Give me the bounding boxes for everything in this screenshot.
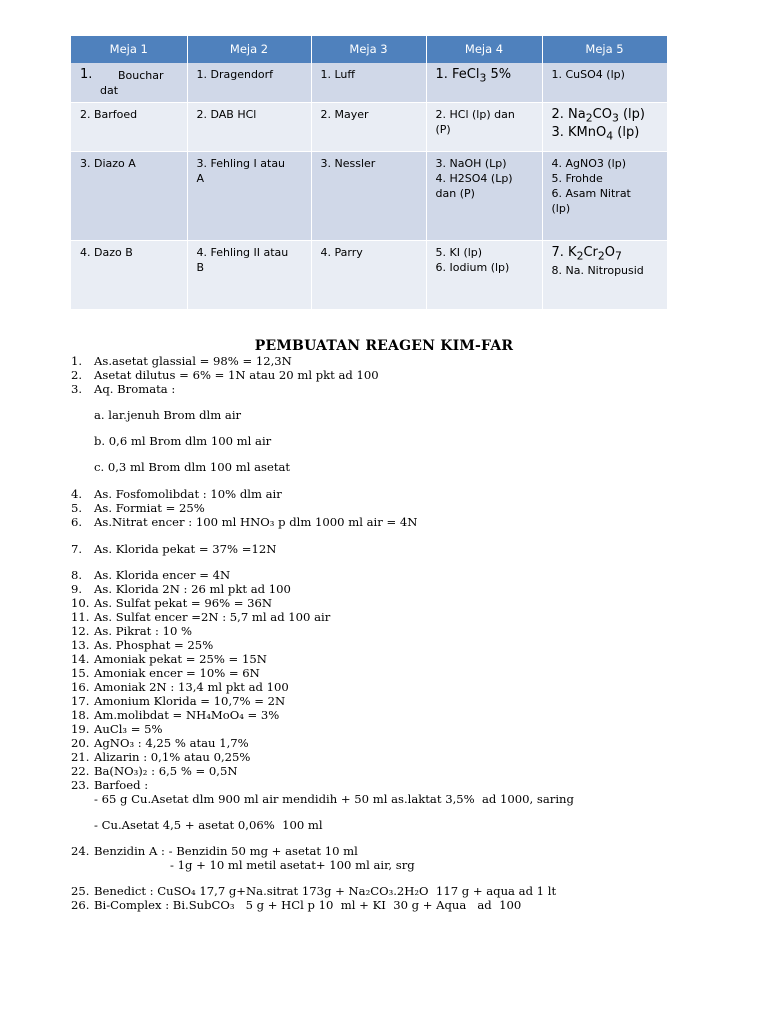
table-cell [542, 151, 667, 240]
cell-line: 5. KI (lp) [435, 245, 483, 259]
header-meja-5: Meja 5 [542, 36, 667, 63]
item-text: Amoniak 2N : 13,4 ml pkt ad 100 [94, 680, 289, 694]
item-text: As.Nitrat encer : 100 ml HNO₃ p dlm 1000 ml air = 4N [94, 515, 418, 529]
formula-part: (lp) [618, 106, 645, 122]
item-text: - 65 g Cu.Asetat dlm 900 ml air mendidih + 50 ml as.laktat 3,5% ad 1000, saring [94, 792, 574, 806]
formula-part: CO [592, 106, 612, 122]
item-text: Ba(NO₃)₂ : 6,5 % = 0,5N [94, 764, 238, 778]
item-number: 4. [71, 487, 83, 501]
item-text: As. Klorida pekat = 37% =12N [94, 542, 277, 556]
cell-line: 4. Fehling II atau [196, 245, 289, 259]
formula-part: 3. KMnO [551, 125, 607, 141]
item-text: As. Phosphat = 25% [94, 638, 214, 652]
reagent-table [71, 36, 668, 310]
formula-part: 1. FeCl [435, 67, 480, 82]
table-cell [542, 63, 667, 102]
item-number: 15. [71, 666, 90, 680]
cell-line [552, 245, 659, 264]
table-cell [426, 63, 542, 102]
header-meja-2: Meja 2 [187, 36, 311, 63]
formula-subscript: 3 [479, 71, 487, 85]
table-row [71, 102, 667, 151]
cell-line: 2. DAB HCl [196, 107, 257, 121]
table-cell [311, 151, 426, 240]
formula-subscript: 2 [585, 111, 593, 125]
item-number: 3. [71, 382, 83, 396]
item-text: As. Sulfat encer =2N : 5,7 ml ad 100 air [94, 610, 331, 624]
item-text: AgNO₃ : 4,25 % atau 1,7% [94, 736, 249, 750]
item-number: 23. [71, 778, 90, 792]
item-text: c. 0,3 ml Brom dlm 100 ml asetat [94, 460, 291, 474]
item-number: 16. [71, 680, 90, 694]
cell-line: dat [100, 84, 119, 97]
cell-line: 5. Frohde [551, 171, 603, 185]
item-number: 10. [71, 596, 90, 610]
cell-line: 2. Mayer [320, 107, 369, 121]
table-cell [542, 240, 667, 309]
cell-line: dan (P) [435, 186, 475, 200]
item-text: Barfoed : [94, 778, 149, 792]
item-number: 2. [71, 368, 83, 382]
table-cell [71, 102, 187, 151]
item-text: Amoniak encer = 10% = 6N [94, 666, 260, 680]
table-cell [71, 240, 187, 309]
item-text: Aq. Bromata : [94, 382, 176, 396]
cell-line: 3. NaOH (Lp) [435, 156, 507, 170]
item-number: 6. [71, 515, 83, 529]
formula-part: (lp) [613, 125, 640, 141]
cell-line: 1. Dragendorf [196, 68, 274, 81]
item-number: 17. [71, 694, 90, 708]
item-text: Benedict : CuSO₄ 17,7 g+Na.sitrat 173g + Na₂CO₃.2H₂O 117 g + aqua ad 1 lt [94, 884, 557, 898]
item-number: 9. [71, 582, 83, 596]
cell-line: 2. HCl (lp) dan [435, 107, 515, 121]
table-row [71, 63, 667, 102]
item-text: - Cu.Asetat 4,5 + asetat 0,06% 100 ml [94, 818, 323, 832]
item-number: 26. [71, 898, 90, 912]
cell-line [552, 107, 659, 126]
formula-part: 5% [486, 67, 512, 82]
cell-line: 3. Fehling I atau [196, 156, 286, 170]
header-meja-4: Meja 4 [426, 36, 542, 63]
table-cell [187, 102, 311, 151]
table-cell [71, 63, 187, 102]
item-text: As. Fosfomolibdat : 10% dlm air [94, 487, 282, 501]
formula-subscript: 4 [606, 129, 614, 143]
cell-index: 1. [80, 67, 93, 82]
formula-part: O [604, 244, 615, 260]
table-header-row [71, 36, 667, 63]
cell-line: 6. Asam Nitrat [551, 186, 631, 200]
table-cell [426, 102, 542, 151]
item-text: As. Klorida encer = 4N [94, 568, 231, 582]
formula-part: Cr [583, 244, 598, 260]
item-text: - 1g + 10 ml metil asetat+ 100 ml air, srg [170, 858, 415, 872]
item-text: As.asetat glassial = 98% = 12,3N [94, 354, 292, 368]
table-cell [426, 240, 542, 309]
item-number: 5. [71, 501, 83, 515]
item-number: 25. [71, 884, 90, 898]
cell-line: 4. Dazo B [80, 245, 133, 259]
item-text: b. 0,6 ml Brom dlm 100 ml air [94, 434, 272, 448]
table-cell [187, 151, 311, 240]
formula-part: 7. K [551, 244, 577, 260]
item-number: 11. [71, 610, 90, 624]
cell-line: 1. Luff [320, 68, 355, 81]
item-number: 20. [71, 736, 90, 750]
cell-line: (P) [435, 122, 451, 136]
cell-line: Bouchar [118, 69, 164, 82]
item-text: Benzidin A : - Benzidin 50 mg + asetat 10 ml [94, 844, 358, 858]
item-text: As. Klorida 2N : 26 ml pkt ad 100 [94, 582, 291, 596]
cell-line: 4. AgNO3 (lp) [551, 156, 627, 170]
table-cell [542, 102, 667, 151]
cell-line: 6. Iodium (lp) [435, 260, 510, 274]
cell-line: A [196, 171, 205, 185]
item-text: a. lar.jenuh Brom dlm air [94, 408, 242, 422]
item-number: 14. [71, 652, 90, 666]
cell-line: 3. Diazo A [80, 156, 136, 170]
cell-line: 3. Nessler [320, 156, 376, 170]
cell-line: 1. CuSO4 (lp) [551, 68, 625, 81]
cell-line [552, 125, 659, 144]
item-number: 21. [71, 750, 90, 764]
header-meja-3: Meja 3 [311, 36, 426, 63]
formula-subscript: 7 [615, 249, 622, 263]
item-text: Am.molibdat = NH₄MoO₄ = 3% [94, 708, 280, 722]
table-cell [71, 151, 187, 240]
item-number: 22. [71, 764, 90, 778]
table-cell [187, 63, 311, 102]
item-number: 24. [71, 844, 90, 858]
item-text: As. Pikrat : 10 % [94, 624, 193, 638]
cell-line: 8. Na. Nitropusid [551, 264, 644, 278]
item-text: As. Formiat = 25% [94, 501, 205, 515]
formula-subscript: 2 [597, 249, 605, 263]
item-number: 7. [71, 542, 83, 556]
cell-line: 2. Barfoed [80, 107, 138, 121]
item-number: 19. [71, 722, 90, 736]
item-number: 13. [71, 638, 90, 652]
item-text: Alizarin : 0,1% atau 0,25% [94, 750, 251, 764]
item-text: Asetat dilutus = 6% = 1N atau 20 ml pkt ad 100 [94, 368, 379, 382]
cell-line: B [196, 260, 205, 274]
table-row [71, 151, 667, 240]
item-number: 18. [71, 708, 90, 722]
item-text: AuCl₃ = 5% [94, 722, 163, 736]
table-cell [426, 151, 542, 240]
formula-subscript: 2 [576, 249, 584, 263]
cell-line: 4. H2SO4 (Lp) [435, 171, 513, 185]
table-row [71, 240, 667, 309]
item-text: Amoniak pekat = 25% = 15N [94, 652, 267, 666]
table-cell [311, 240, 426, 309]
formula-subscript: 3 [611, 111, 619, 125]
item-number: 8. [71, 568, 83, 582]
header-meja-1: Meja 1 [71, 36, 187, 63]
item-number: 1. [71, 354, 83, 368]
table-cell [187, 240, 311, 309]
item-text: Amonium Klorida = 10,7% = 2N [94, 694, 286, 708]
formula-part: 2. Na [551, 106, 586, 122]
table-cell [311, 102, 426, 151]
cell-line: (lp) [551, 201, 571, 215]
page-title: PEMBUATAN REAGEN KIM-FAR [254, 338, 514, 354]
cell-line [436, 67, 534, 86]
item-number: 12. [71, 624, 90, 638]
cell-line: 4. Parry [320, 245, 363, 259]
item-text: As. Sulfat pekat = 96% = 36N [94, 596, 273, 610]
table-cell [311, 63, 426, 102]
item-text: Bi-Complex : Bi.SubCO₃ 5 g + HCl p 10 ml + KI 30 g + Aqua ad 100 [94, 898, 522, 912]
